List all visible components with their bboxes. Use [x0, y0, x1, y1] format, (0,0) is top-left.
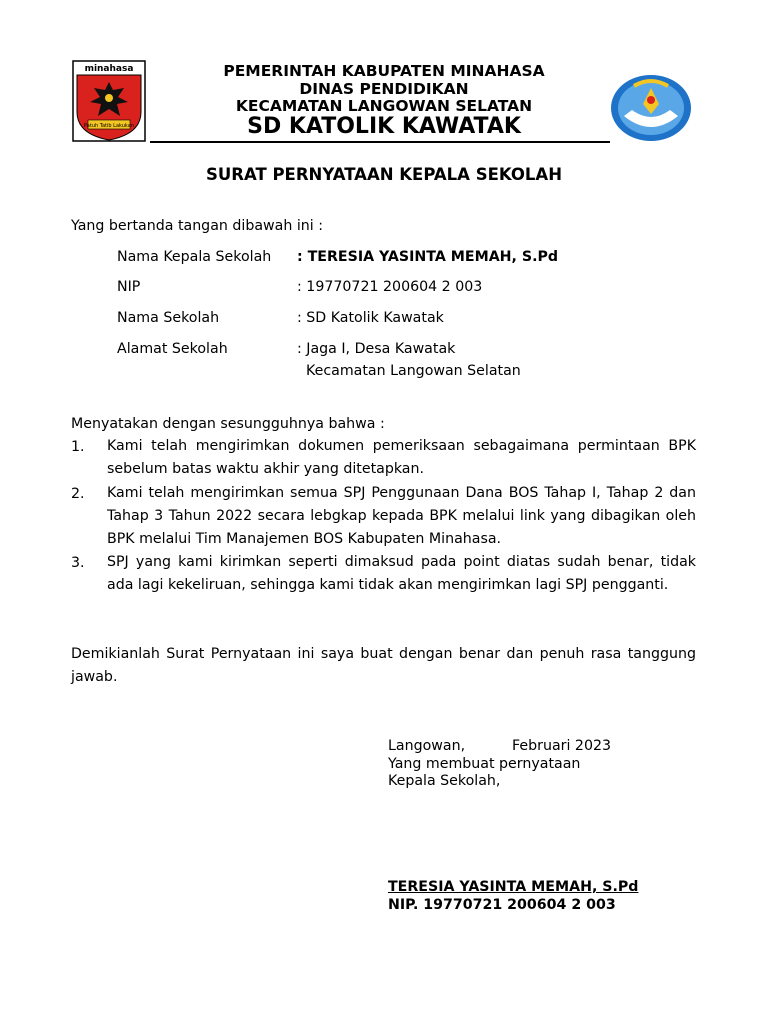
- header-school-name: SD KATOLIK KAWATAK: [247, 114, 521, 139]
- signatory-name: TERESIA YASINTA MEMAH, S.Pd: [388, 879, 639, 895]
- field-label-school: Nama Sekolah: [117, 310, 220, 326]
- field-value-school: : SD Katolik Kawatak: [297, 310, 444, 326]
- list-item-number: 3.: [71, 555, 85, 571]
- minahasa-logo: [72, 60, 146, 142]
- minahasa-logo-text: minahasa: [84, 64, 134, 74]
- header-divider: [150, 141, 610, 143]
- field-label-principal: Nama Kepala Sekolah: [117, 249, 272, 265]
- list-item-text: SPJ yang kami kirimkan seperti dimaksud pada point diatas sudah benar, tidak ada lagi kekeliruan, sehingga kami tidak akan mengirimkan lagi SPJ pengganti.: [107, 554, 696, 593]
- intro-text: Yang bertanda tangan dibawah ini :: [71, 218, 323, 234]
- field-value-address: : Jaga I, Desa Kawatak: [297, 341, 456, 357]
- tut-wuri-logo: [610, 74, 692, 142]
- header-district: KECAMATAN LANGOWAN SELATAN: [235, 97, 533, 115]
- signature-role-statement: Yang membuat pernyataan: [388, 756, 581, 772]
- closing-paragraph: Demikianlah Surat Pernyataan ini saya buat dengan benar dan penuh rasa tanggung jawab.: [71, 646, 696, 685]
- list-item-number: 1.: [71, 439, 85, 455]
- field-value-principal: : TERESIA YASINTA MEMAH, S.Pd: [297, 249, 559, 265]
- minahasa-logo-motto: Patuh Tatib Lakukan: [84, 123, 134, 129]
- signature-date: Februari 2023: [512, 738, 612, 754]
- list-item-text: Kami telah mengirimkan semua SPJ Penggunaan Dana BOS Tahap I, Tahap 2 dan Tahap 3 Tahun 2022 secara lebgkap kepada BPK melalui link yang dibagikan oleh BPK melalui Tim Manajemen BOS Kabupaten Minahasa.: [107, 485, 696, 547]
- signature-place: Langowan,: [388, 738, 466, 754]
- field-value-nip: : 19770721 200604 2 003: [297, 279, 483, 295]
- list-item-text: Kami telah mengirimkan dokumen pemeriksaan sebagaimana permintaan BPK sebelum batas waktu akhir yang ditetapkan.: [107, 438, 696, 477]
- field-value-address-line2: Kecamatan Langowan Selatan: [306, 363, 521, 379]
- signatory-nip: NIP. 19770721 200604 2 003: [388, 897, 616, 913]
- header-department: DINAS PENDIDIKAN: [299, 80, 469, 98]
- field-label-address: Alamat Sekolah: [117, 341, 228, 357]
- header-government: PEMERINTAH KABUPATEN MINAHASA: [223, 62, 545, 80]
- list-item-number: 2.: [71, 486, 85, 502]
- signature-role-title: Kepala Sekolah,: [388, 773, 501, 789]
- statement-intro: Menyatakan dengan sesungguhnya bahwa :: [71, 416, 385, 432]
- field-label-nip: NIP: [117, 279, 141, 295]
- document-title: SURAT PERNYATAAN KEPALA SEKOLAH: [205, 165, 563, 184]
